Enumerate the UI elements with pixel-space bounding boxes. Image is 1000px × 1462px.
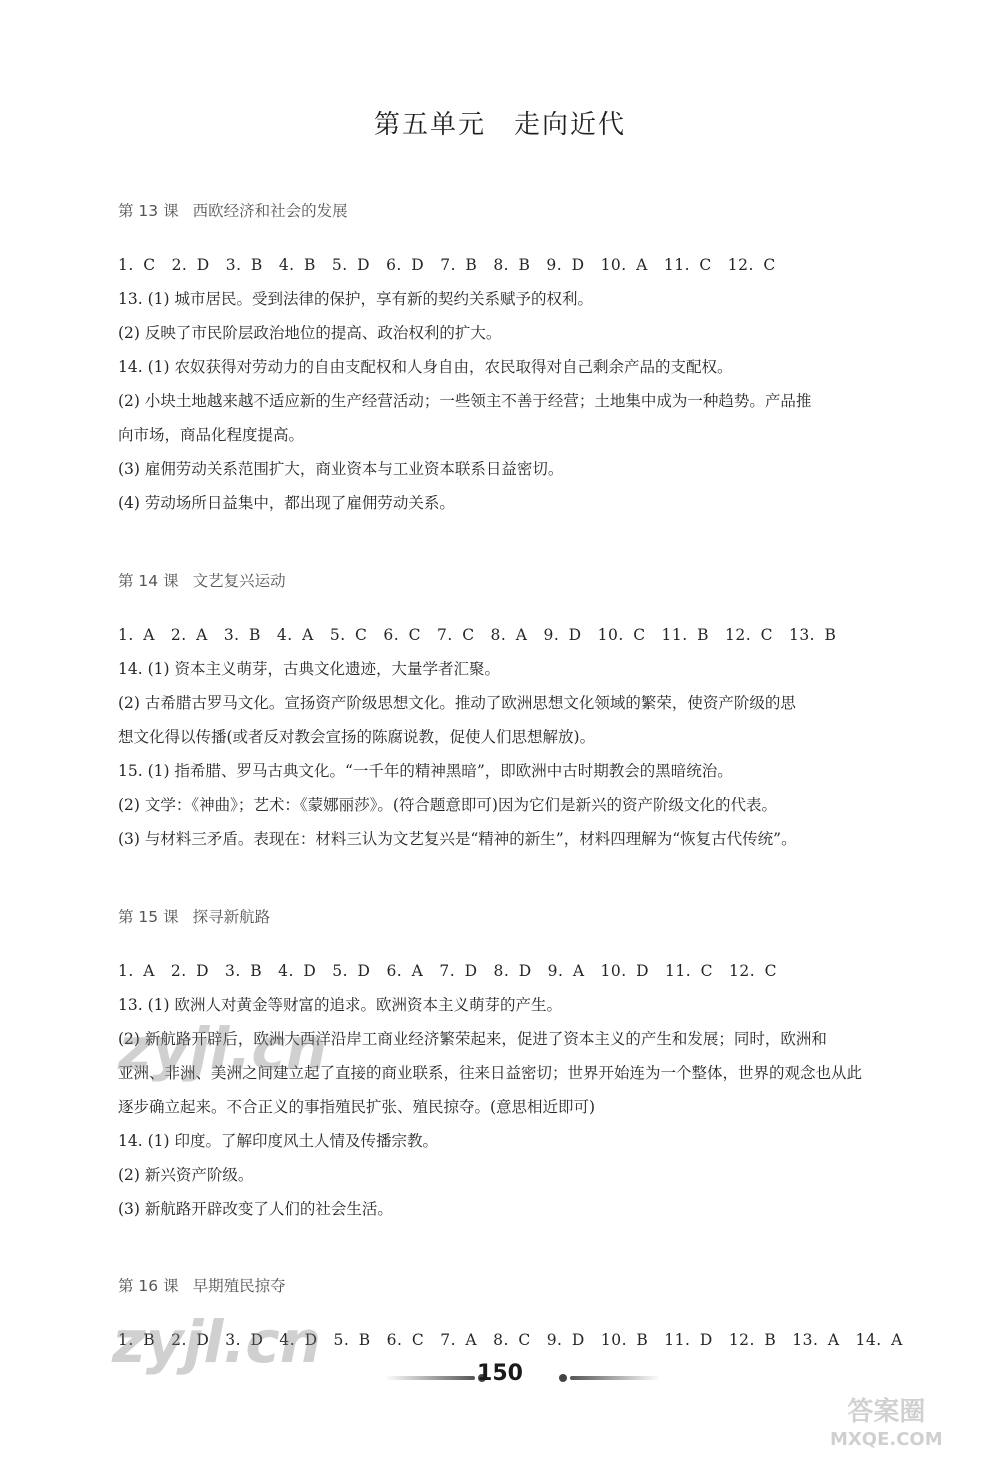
corner-logo [830,1395,943,1451]
answer-line: 想文化得以传播(或者反对教会宣扬的陈腐说教，促使人们思想解放)。 [118,728,596,746]
lesson-title: 早期殖民掠夺 [192,1277,286,1295]
footer-dot [559,1374,567,1382]
answer-line: (2) 小块土地越来越不适应新的生产经营活动；一些领主不善于经营；土地集中成为一种趋势。产品推 [118,392,812,410]
answer-line: 13. (1) 城市居民。受到法律的保护，享有新的契约关系赋予的权利。 [118,290,593,308]
lesson-14 [118,570,958,856]
lesson-title: 探寻新航路 [192,908,271,926]
answer-line: 14. (1) 印度。了解印度风土人情及传播宗教。 [118,1132,438,1150]
answer-line: (3) 与材料三矛盾。表现在：材料三认为文艺复兴是“精神的新生”，材料四理解为“恢复古代传统”。 [118,830,797,848]
answer-line: 1. B 2. D 3. D 4. D 5. B 6. C 7. A 8. C 9. D 10. B 11. D 12. B 13. A 14. A [118,1331,903,1349]
lesson-number: 第 16 课 [118,1277,179,1295]
page-number: 150 [477,1361,523,1386]
lesson-heading [118,200,958,222]
lesson-13 [118,200,958,520]
page-footer [0,1357,1000,1397]
answer-line: 14. (1) 资本主义萌芽，古典文化遗迹，大量学者汇聚。 [118,660,500,678]
lesson-title: 文艺复兴运动 [192,572,286,590]
watermark: zyjl.cn [118,1015,328,1083]
answer-line: 亚洲、非洲、美洲之间建立起了直接的商业联系，往来日益密切；世界开始连为一个整体，世界的观念也从此 [118,1064,863,1082]
answer-line: (2) 新航路开辟后，欧洲大西洋沿岸工商业经济繁荣起来，促进了资本主义的产生和发展；同时，欧洲和 [118,1030,827,1048]
answer-line: (2) 文学：《神曲》；艺术：《蒙娜丽莎》。(符合题意即可)因为它们是新兴的资产阶级文化的代表。 [118,796,777,814]
answer-line: 1. C 2. D 3. B 4. B 5. D 6. D 7. B 8. B 9. D 10. A 11. C 12. C [118,256,776,274]
answer-line: (2) 新兴资产阶级。 [118,1166,254,1184]
answer-line: 逐步确立起来。不合正义的事指殖民扩张、殖民掠夺。(意思相近即可) [118,1098,596,1116]
logo-url: MXQE.COM [830,1429,943,1450]
watermark: zyjl.cn [112,1308,322,1376]
answer-line: 15. (1) 指希腊、罗马古典文化。“一千年的精神黑暗”，即欧洲中古时期教会的黑暗统治。 [118,762,733,780]
answer-line: (2) 古希腊古罗马文化。宣扬资产阶级思想文化。推动了欧洲思想文化领域的繁荣，使资产阶级的思 [118,694,796,712]
answer-line: 1. A 2. D 3. B 4. D 5. D 6. A 7. D 8. D 9. A 10. D 11. C 12. C [118,962,777,980]
answer-line: 1. A 2. A 3. B 4. A 5. C 6. C 7. C 8. A 9. D 10. C 11. B 12. C 13. B [118,626,837,644]
logo-text: 答案圈 [847,1397,926,1427]
answer-line: 13. (1) 欧洲人对黄金等财富的追求。欧洲资本主义萌芽的产生。 [118,996,562,1014]
footer-ornament [570,1376,660,1380]
unit-title: 第五单元 走向近代 [373,110,626,140]
lesson-heading [118,570,958,592]
answer-line: (2) 反映了市民阶层政治地位的提高、政治权利的扩大。 [118,324,502,342]
lesson-number: 第 15 课 [118,908,179,926]
answer-line: (4) 劳动场所日益集中，都出现了雇佣劳动关系。 [118,494,455,512]
answer-line: (3) 新航路开辟改变了人们的社会生活。 [118,1200,393,1218]
answer-line: 14. (1) 农奴获得对劳动力的自由支配权和人身自由，农民取得对自己剩余产品的支配权。 [118,358,733,376]
answer-line: 向市场，商品化程度提高。 [118,426,305,444]
lesson-number: 第 13 课 [118,202,179,220]
lesson-number: 第 14 课 [118,572,179,590]
answer-line: (3) 雇佣劳动关系范围扩大，商业资本与工业资本联系日益密切。 [118,460,564,478]
lesson-heading [118,1275,958,1297]
lesson-heading [118,906,958,928]
lesson-title: 西欧经济和社会的发展 [192,202,348,220]
